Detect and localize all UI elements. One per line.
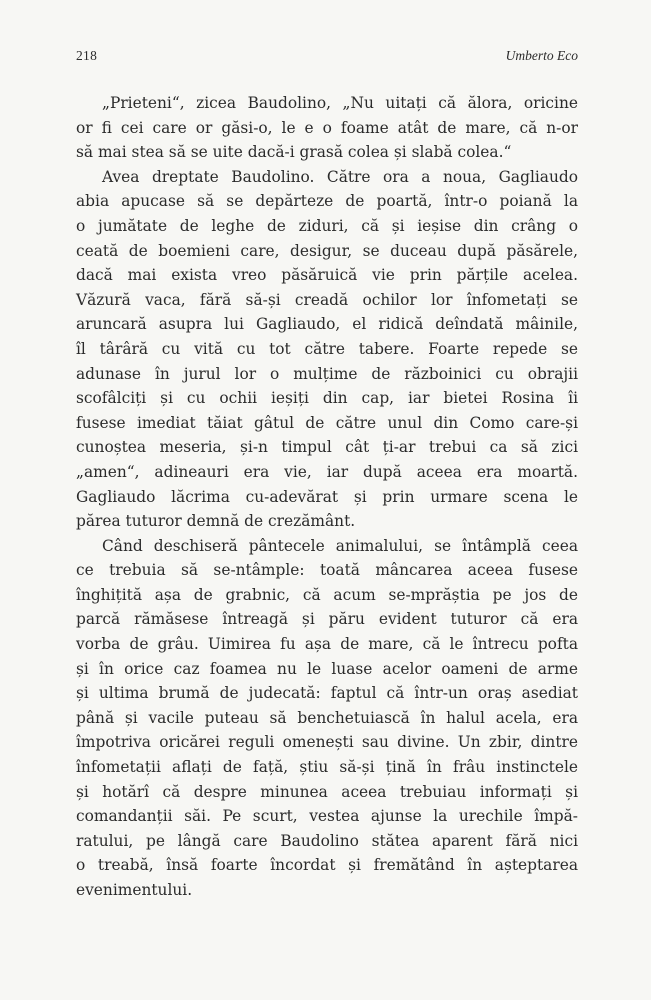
text-line: cunoștea meseria, și-n timpul cât ți-ar trebui ca să zici — [76, 438, 578, 457]
text-line: evenimentului. — [76, 881, 193, 899]
text-line: Când deschiseră pântecele animalului, se întâmplă ceea — [102, 536, 578, 555]
text-line: înghițită așa de grabnic, că acum se-mprăștia pe jos de — [76, 585, 578, 604]
author-name: Umberto Eco — [505, 48, 578, 63]
text-line: scofâlciți și cu ochii ieșiți din cap, iar bietei Rosina îi — [76, 389, 578, 408]
text-line: dacă mai exista vreo păsăruică vie prin părțile acelea. — [76, 266, 578, 285]
text-line: adunase în jurul lor o mulțime de războinici cu obrajii — [76, 364, 578, 383]
text-line: „Prieteni“, zicea Baudolino, „Nu uitați că ălora, oricine — [102, 94, 578, 112]
text-line: comandanții săi. Pe scurt, vestea ajunse la urechile împă- — [76, 807, 578, 826]
text-line: Gagliaudo lăcrima cu-adevărat și prin urmare scena le — [76, 487, 578, 506]
text-line: aruncară asupra lui Gagliaudo, el ridică deîndată mâinile, — [76, 315, 578, 334]
body-text — [76, 91, 578, 903]
page-number: 218 — [76, 48, 98, 63]
text-line: or fi cei care or găsi-o, le e o foame atât de mare, că n-or — [76, 118, 578, 137]
text-line: împotriva oricărei reguli omenești sau divine. Un zbir, dintre — [76, 733, 578, 752]
text-line: o jumătate de leghe de ziduri, că și ieșise din crâng o — [76, 216, 578, 235]
text-line: ce trebuia să se-ntâmple: toată mâncarea aceea fusese — [76, 561, 578, 580]
text-line: „amen“, adineauri era vie, iar după aceea era moartă. — [76, 462, 578, 481]
text-line: până și vacile puteau să benchetuiască în halul acela, era — [76, 708, 578, 727]
text-line: o treabă, însă foarte încordat și fremătând în așteptarea — [76, 856, 578, 875]
text-line: îl târâră cu vită cu tot către tabere. Foarte repede se — [76, 339, 578, 358]
text-line: fusese imediat tăiat gâtul de către unul din Como care-și — [76, 413, 578, 432]
text-line: abia apucase să se depărteze de poartă, într-o poiană la — [76, 192, 578, 211]
text-line: vorba de grâu. Uimirea fu așa de mare, că le întrecu pofta — [76, 635, 578, 654]
text-line: părea tuturor demnă de crezământ. — [76, 512, 356, 531]
text-line: și în orice caz foamea nu le luase acelor oameni de arme — [76, 659, 578, 678]
text-line: înfometații aflați de față, știu să-și țină în frâu instinctele — [76, 758, 578, 777]
running-header — [76, 48, 578, 70]
text-line: parcă rămăsese întreagă și păru evident tuturor că era — [76, 610, 578, 629]
text-line: și hotărî că despre minunea aceea trebuiau informați și — [76, 782, 578, 801]
text-line: ceată de boemieni care, desigur, se duceau după păsărele, — [76, 241, 578, 260]
text-line: și ultima brumă de judecată: faptul că într-un oraș asediat — [76, 684, 578, 703]
text-line: ratului, pe lângă care Baudolino stătea aparent fără nici — [76, 831, 578, 850]
text-line: Văzură vaca, fără să-și creadă ochilor lor înfometați se — [76, 290, 578, 309]
text-line: să mai stea să se uite dacă-i grasă colea și slabă colea.“ — [76, 143, 512, 162]
text-line: Avea dreptate Baudolino. Către ora a noua, Gagliaudo — [102, 167, 578, 186]
